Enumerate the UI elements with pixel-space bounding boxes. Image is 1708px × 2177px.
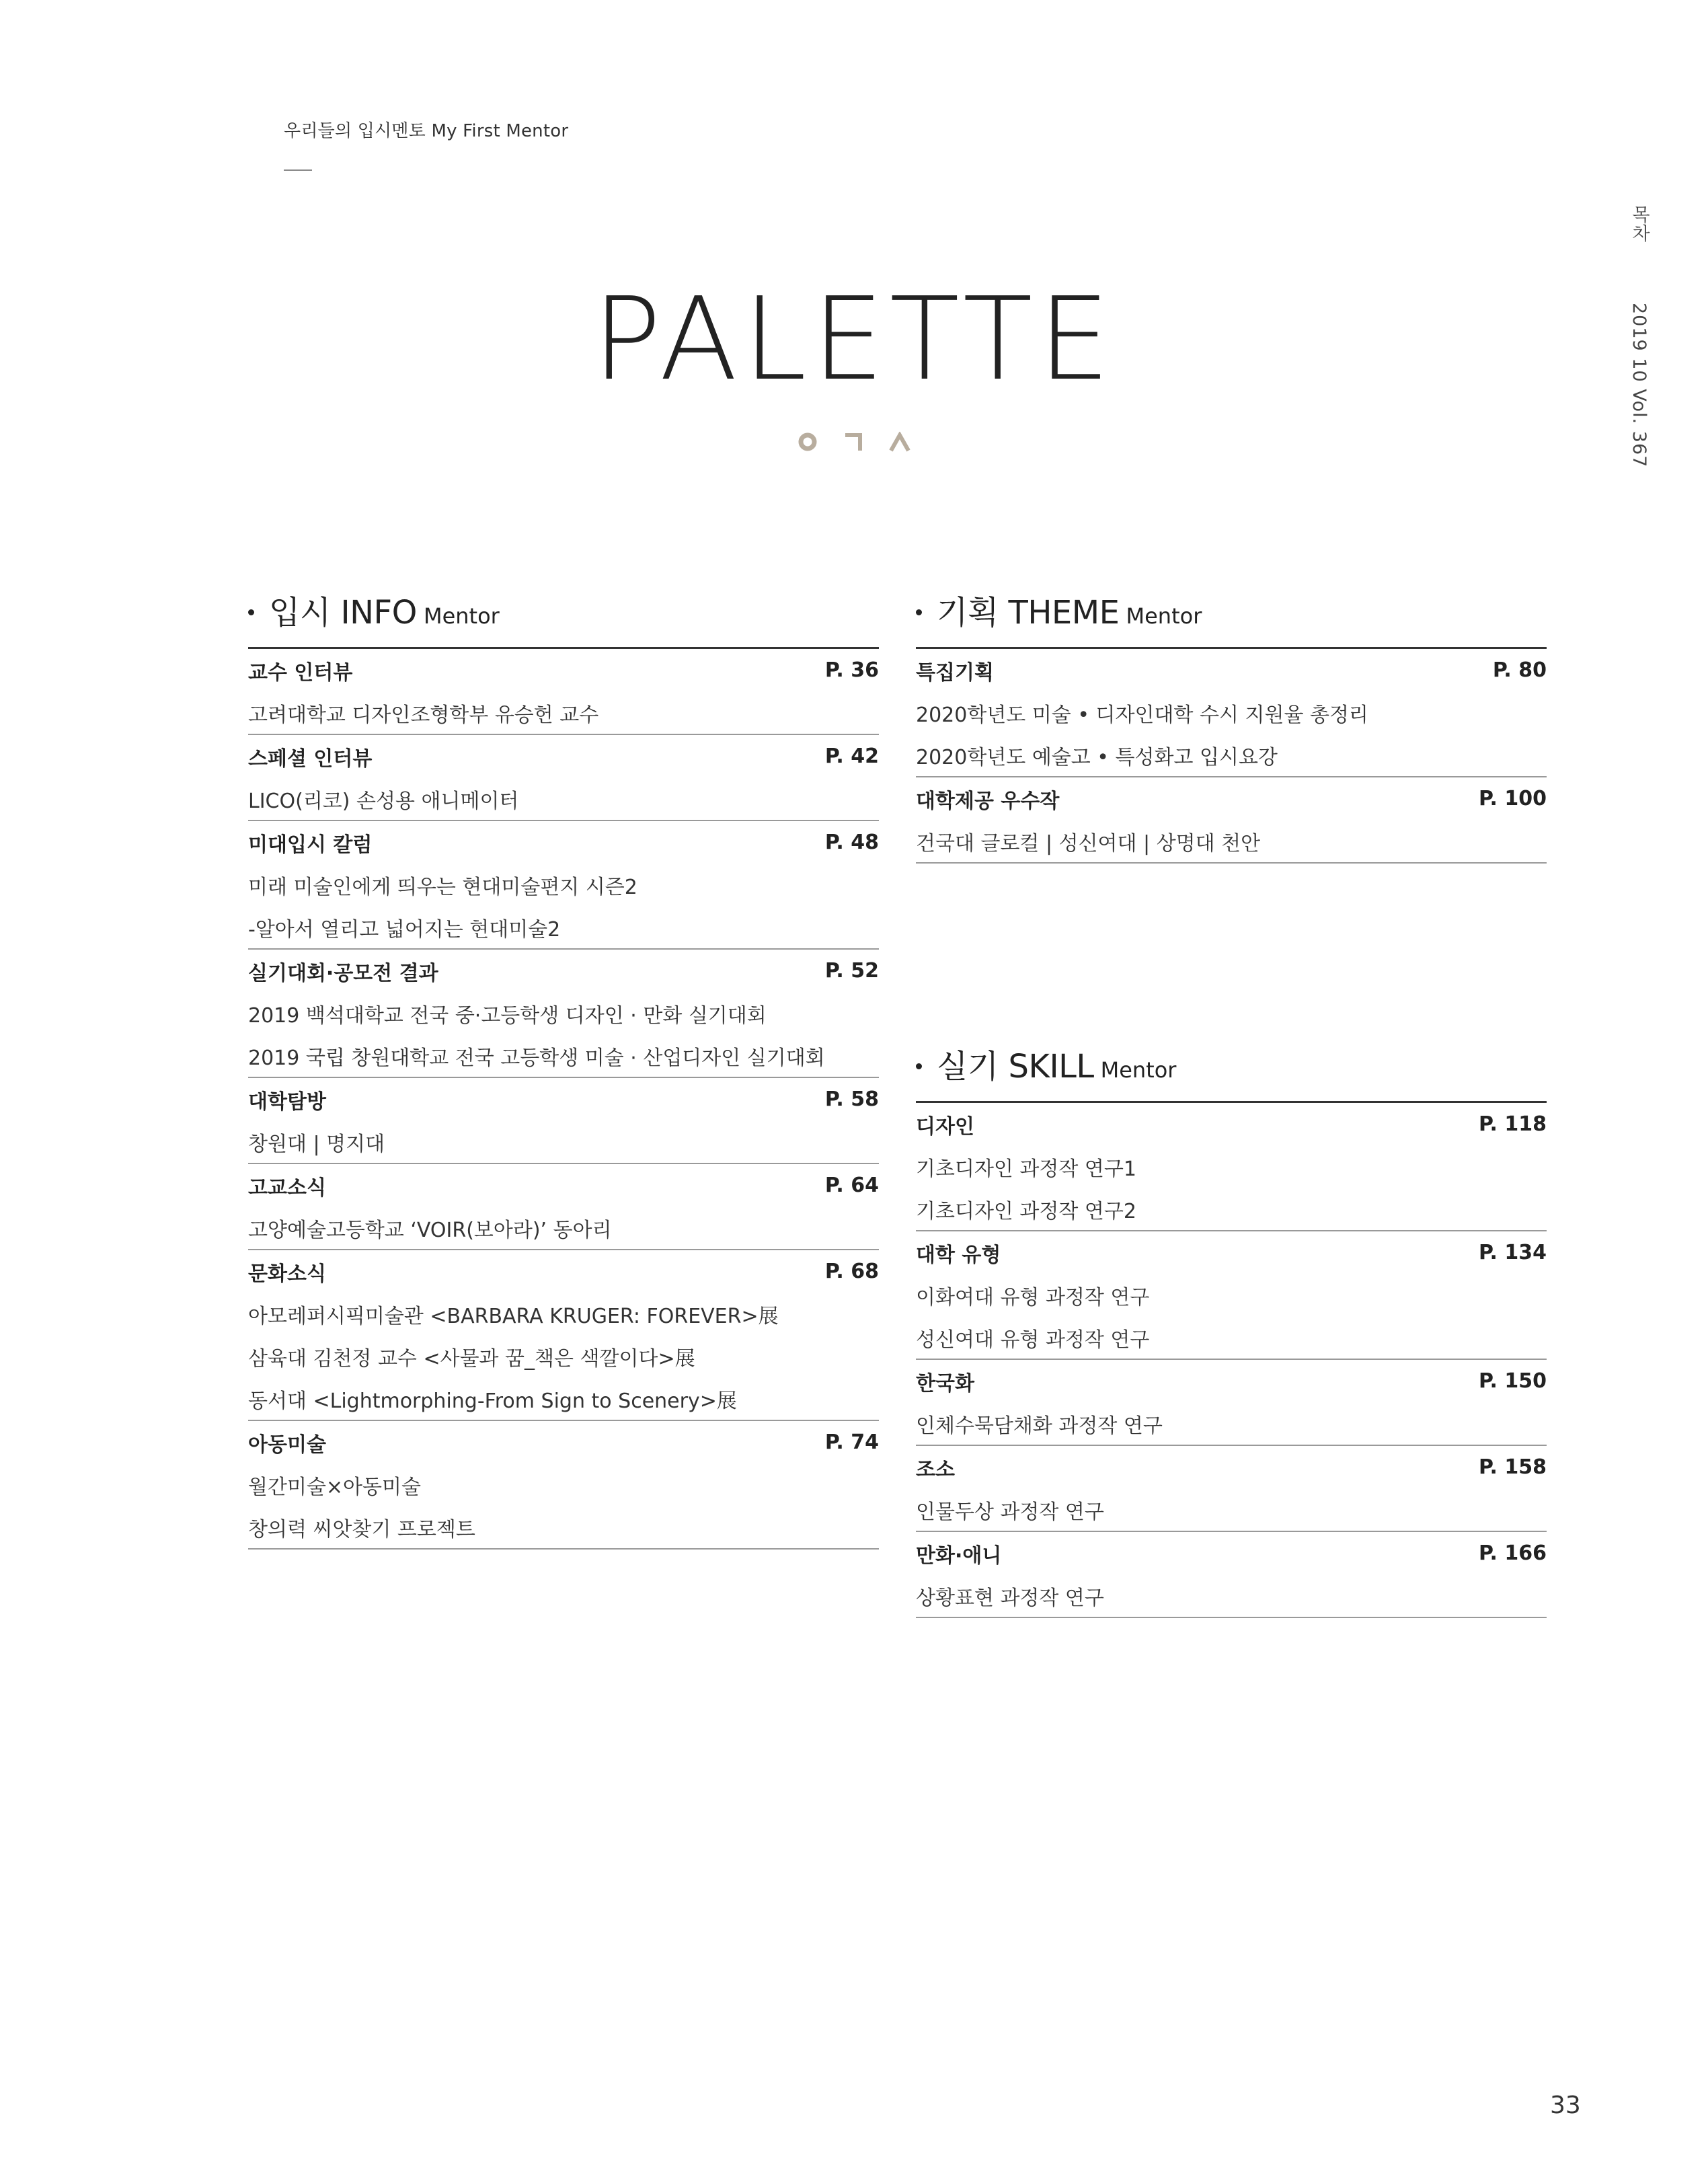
toc-item: 미래 미술인에게 띄우는 현대미술편지 시즌2: [248, 875, 637, 899]
category-label: 디자인: [916, 1114, 974, 1139]
toc-item: 인체수묵담채화 과정작 연구: [916, 1414, 1163, 1438]
circle-glyph-icon: [798, 432, 818, 452]
section-title: 기획 THEME: [937, 594, 1120, 632]
toc-item: 창의력 씨앗찾기 프로젝트: [248, 1517, 475, 1541]
category-page: P. 150: [1479, 1369, 1547, 1393]
header-rule: [284, 169, 312, 171]
side-label: 목차: [1629, 205, 1649, 243]
entry-list: [916, 1103, 1547, 1618]
giyeok-glyph-icon: [843, 432, 863, 452]
masthead: [0, 273, 1708, 452]
toc-item: 상황표현 과정작 연구: [916, 1586, 1104, 1610]
masthead-mark: [0, 432, 1708, 452]
category-label: 한국화: [916, 1371, 974, 1396]
toc-item: 기초디자인 과정작 연구2: [916, 1199, 1136, 1223]
toc-item: 기초디자인 과정작 연구1: [916, 1157, 1136, 1181]
section-skill: [916, 1040, 1547, 1618]
toc-category: [916, 1103, 1547, 1145]
toc-item: 2020학년도 미술 • 디자인대학 수시 지원율 총정리: [916, 703, 1368, 727]
toc-item: 아모레퍼시픽미술관 <BARBARA KRUGER: FOREVER>展: [248, 1304, 779, 1328]
toc-item: LICO(리코) 손성용 애니메이터: [248, 789, 519, 813]
category-page: P. 36: [824, 658, 879, 682]
category-page: P. 166: [1479, 1541, 1547, 1565]
toc-category: [248, 1421, 879, 1463]
category-page: P. 58: [824, 1087, 879, 1111]
category-label: 조소: [916, 1457, 955, 1482]
toc-category: [916, 1360, 1547, 1402]
toc-category: [248, 735, 879, 777]
toc-category: [248, 821, 879, 864]
category-label: 만화·애니: [916, 1543, 1002, 1568]
toc-item: -알아서 열리고 넓어지는 현대미술2: [248, 917, 561, 942]
category-page: P. 134: [1479, 1241, 1547, 1264]
section-theme-head: [916, 586, 1547, 639]
toc-item: 성신여대 유형 과정작 연구: [916, 1328, 1150, 1352]
section-subtitle: Mentor: [1100, 1057, 1177, 1083]
section-info-head: [248, 586, 879, 639]
bullet-icon: [916, 1063, 922, 1069]
category-label: 특집기획: [916, 660, 994, 685]
toc-category: [916, 1231, 1547, 1274]
category-page: P. 48: [824, 831, 879, 854]
page-number: 33: [1550, 2092, 1581, 2119]
toc-item: 건국대 글로컬 | 성신여대 | 상명대 천안: [916, 831, 1261, 855]
category-label: 고교소식: [248, 1176, 326, 1200]
category-page: P. 68: [824, 1260, 879, 1283]
toc-category: [916, 1532, 1547, 1574]
toc-category: [248, 649, 879, 691]
toc-item: 2019 백석대학교 전국 중·고등학생 디자인 · 만화 실기대회: [248, 1003, 767, 1028]
section-title: 입시 INFO: [269, 594, 417, 632]
running-title: 우리들의 입시멘토 My First Mentor: [284, 121, 569, 141]
section-skill-head: [916, 1040, 1547, 1093]
category-label: 대학탐방: [248, 1090, 326, 1114]
toc-item: 월간미술×아동미술: [248, 1475, 421, 1499]
toc-category: [248, 1078, 879, 1120]
entry-list: [248, 649, 879, 1550]
side-issue: 2019 10 Vol. 367: [1629, 303, 1649, 468]
section-theme: [916, 586, 1547, 864]
toc-item: 이화여대 유형 과정작 연구: [916, 1285, 1150, 1309]
entry-list: [916, 649, 1547, 864]
category-page: P. 64: [824, 1174, 879, 1197]
category-page: P. 100: [1479, 787, 1547, 810]
section-title: 실기 SKILL: [937, 1048, 1094, 1085]
toc-item: 고려대학교 디자인조형학부 유승헌 교수: [248, 703, 599, 727]
category-label: 대학 유형: [916, 1243, 1001, 1267]
section-info: [248, 586, 879, 1550]
section-subtitle: Mentor: [1126, 603, 1202, 629]
toc-item: 인물두상 과정작 연구: [916, 1500, 1104, 1524]
toc-category: [248, 1164, 879, 1207]
category-page: P. 118: [1479, 1112, 1547, 1136]
category-page: P. 74: [824, 1430, 879, 1454]
masthead-title: PALETTE: [592, 273, 1116, 406]
category-page: P. 52: [824, 959, 879, 983]
bullet-icon: [916, 609, 922, 615]
toc-category: [916, 1446, 1547, 1488]
toc-item: 창원대 | 명지대: [248, 1132, 385, 1156]
category-page: P. 80: [1492, 658, 1547, 682]
toc-category: [916, 649, 1547, 691]
entry-divider: [248, 1548, 879, 1550]
toc-category: [248, 1250, 879, 1293]
toc-item: 삼육대 김천정 교수 <사물과 꿈_책은 색깔이다>展: [248, 1346, 695, 1371]
toc-item: 동서대 <Lightmorphing-From Sign to Scenery>展: [248, 1389, 737, 1413]
section-subtitle: Mentor: [423, 603, 500, 629]
bullet-icon: [248, 609, 254, 615]
category-page: P. 158: [1479, 1455, 1547, 1479]
toc-category: [916, 777, 1547, 820]
category-label: 대학제공 우수작: [916, 789, 1060, 813]
category-label: 문화소식: [248, 1262, 326, 1286]
toc-item: 고양예술고등학교 ‘VOIR(보아라)’ 동아리: [248, 1218, 612, 1242]
entry-divider: [916, 862, 1547, 864]
category-label: 스페셜 인터뷰: [248, 747, 373, 771]
entry-divider: [916, 1617, 1547, 1618]
category-label: 실기대회·공모전 결과: [248, 961, 438, 985]
toc-item: 2020학년도 예술고 • 특성화고 입시요강: [916, 745, 1278, 769]
category-label: 교수 인터뷰: [248, 660, 353, 685]
toc-item: 2019 국립 창원대학교 전국 고등학생 미술 · 산업디자인 실기대회: [248, 1046, 825, 1070]
category-label: 아동미술: [248, 1433, 326, 1457]
toc-category: [248, 950, 879, 992]
siot-glyph-icon: [889, 432, 910, 452]
category-page: P. 42: [824, 744, 879, 768]
category-label: 미대입시 칼럼: [248, 833, 373, 857]
